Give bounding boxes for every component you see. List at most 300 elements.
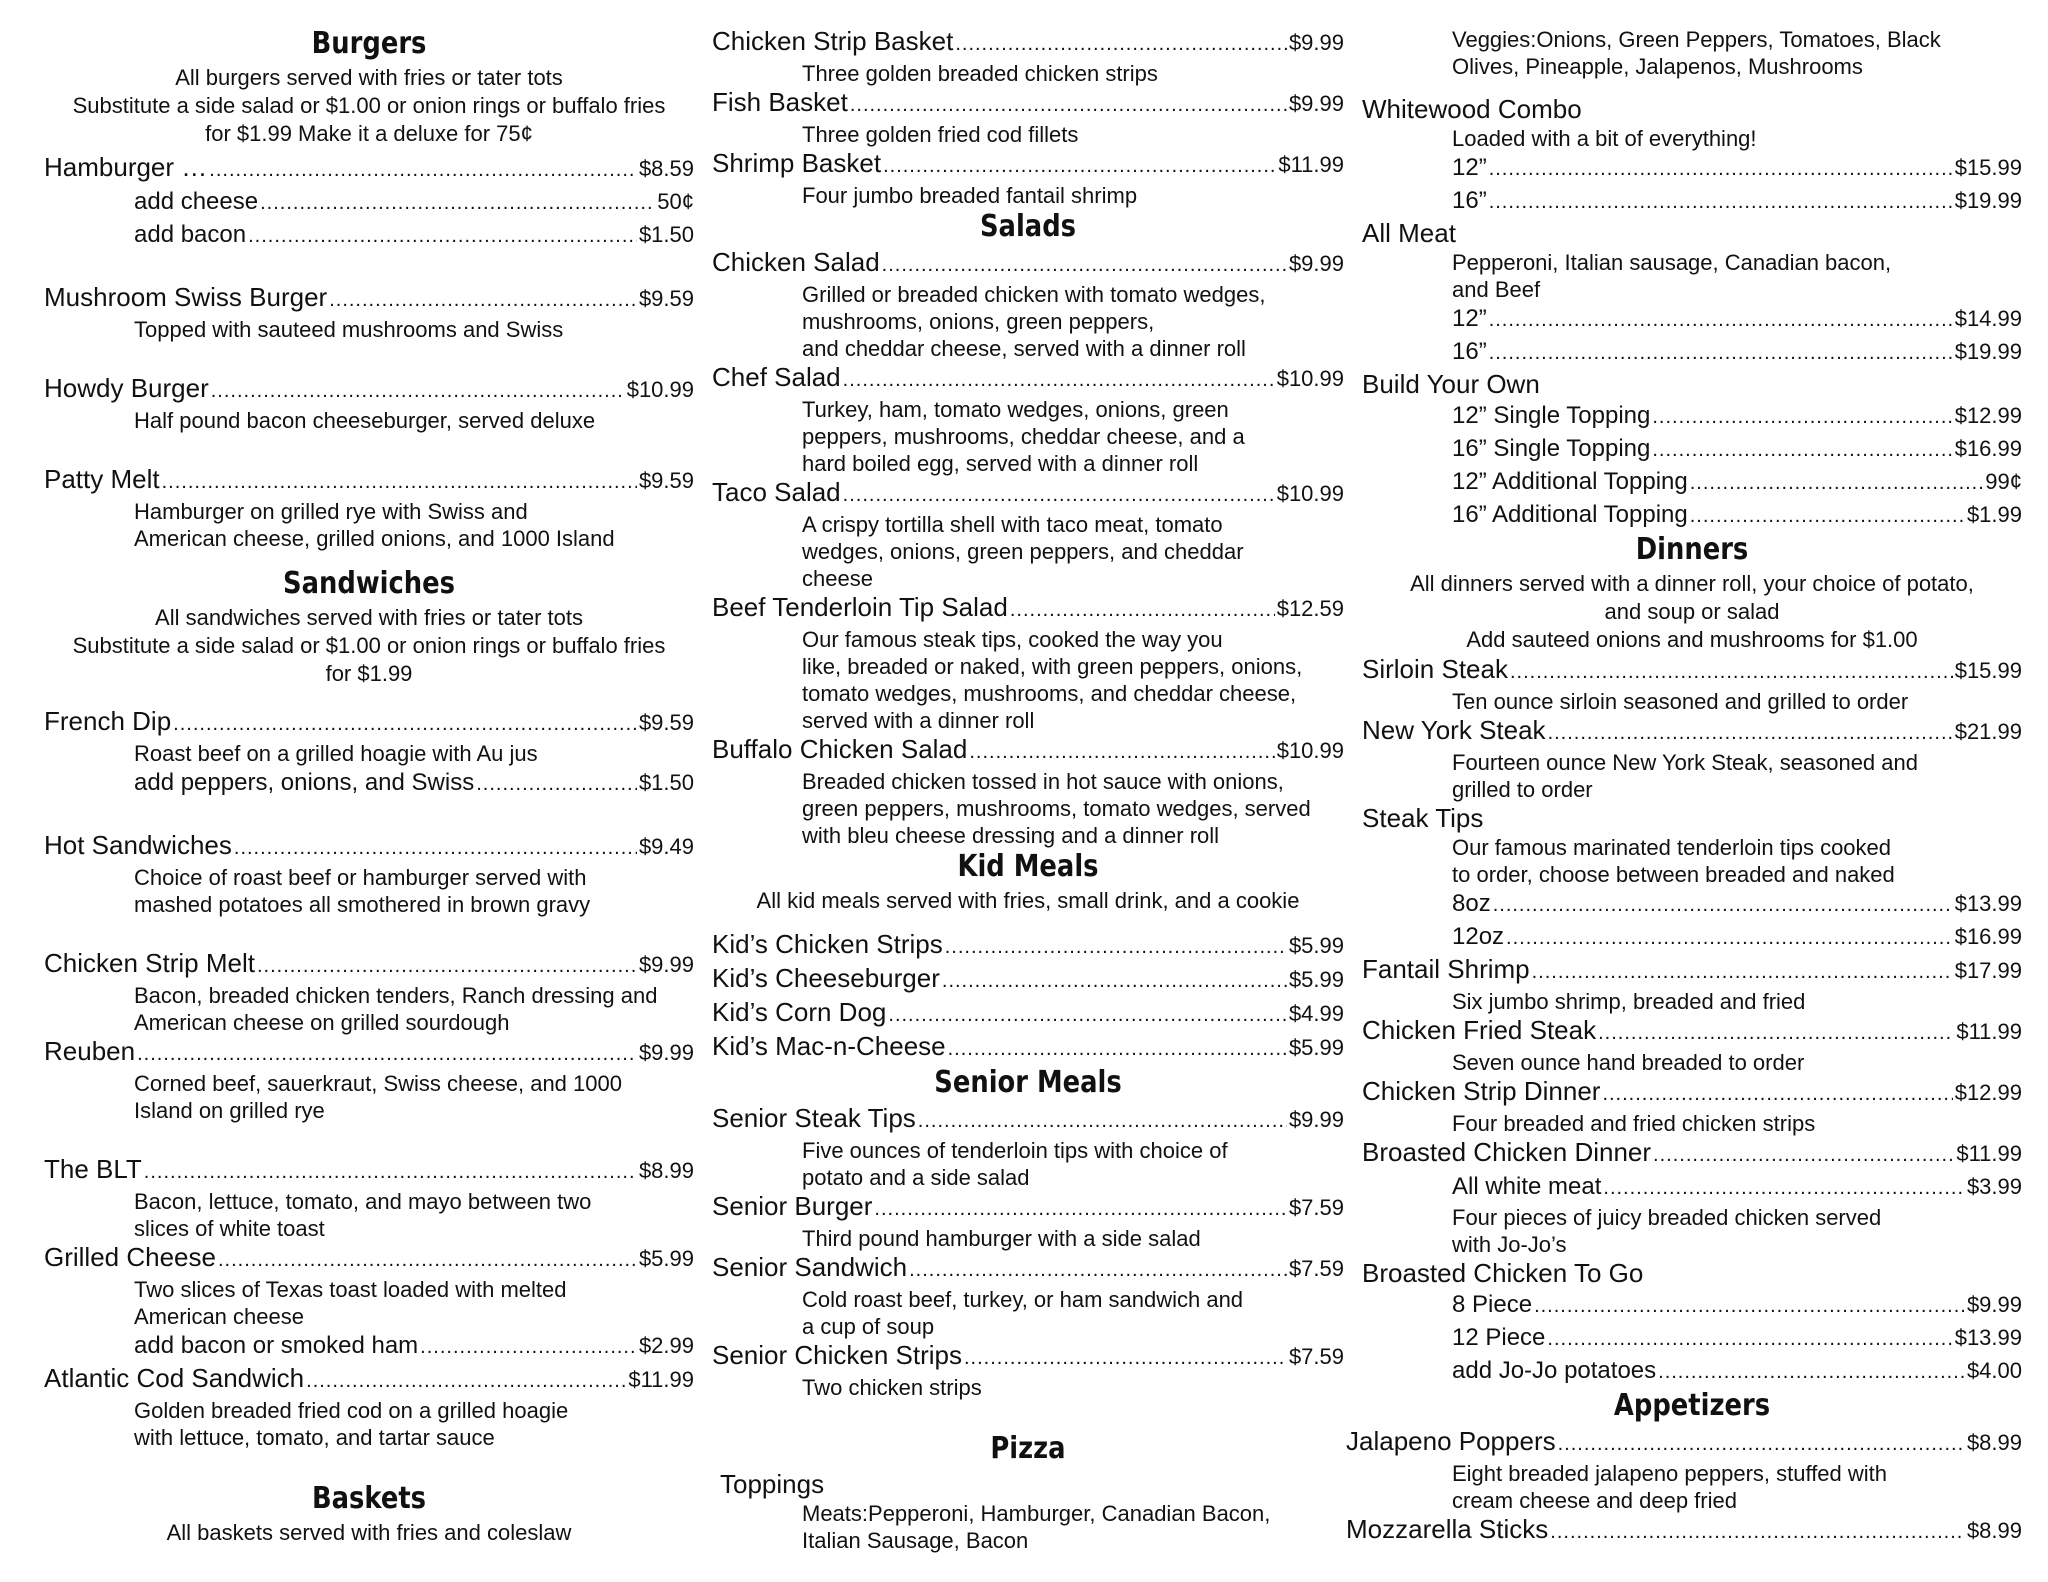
burgers-notes: [44, 64, 694, 148]
option-name: add Jo-Jo potatoes: [1452, 1357, 1657, 1384]
dinners-note: and soup or salad: [1604, 599, 1780, 624]
dot-leader: [162, 464, 637, 498]
dot-leader: [843, 362, 1275, 396]
item-name: Jalapeno Poppers: [1346, 1426, 1556, 1456]
menu-item-jalapeno-poppers: [1346, 1426, 2022, 1460]
menu-item-chicken-strip-melt: [44, 948, 694, 982]
item-price: $7.59: [1288, 1256, 1344, 1281]
dot-leader: [476, 767, 637, 800]
menu-item-mushroom-swiss: [44, 282, 694, 316]
dot-leader: [248, 219, 637, 252]
item-description: Roast beef on a grilled hoagie with Au jus: [134, 741, 538, 766]
menu-item-blt: [44, 1154, 694, 1188]
menu-item-mozzarella-sticks: [1346, 1514, 2022, 1548]
item-price: $10.99: [1276, 738, 1344, 763]
item-description: hard boiled egg, served with a dinner roll: [802, 451, 1199, 476]
pizza-veggies: Veggies:Onions, Green Peppers, Tomatoes, Black: [1452, 27, 1941, 52]
item-name: Reuben: [44, 1036, 136, 1066]
item-name: Beef Tenderloin Tip Salad: [712, 592, 1008, 622]
item-description: Four pieces of juicy breaded chicken served: [1452, 1205, 1882, 1230]
addon-price: $1.50: [638, 770, 694, 795]
item-price: $9.59: [638, 286, 694, 311]
item-price: $9.49: [638, 834, 694, 859]
addon-price: $2.99: [638, 1333, 694, 1358]
menu-item-broasted-to-go: Broasted Chicken To Go: [1362, 1258, 1644, 1288]
pizza-whitewood-combo: Whitewood Combo: [1362, 94, 1582, 124]
item-price: $10.99: [1276, 481, 1344, 506]
dot-leader: [955, 26, 1287, 60]
item-description: Half pound bacon cheeseburger, served deluxe: [134, 408, 596, 433]
menu-item-senior-burger: [712, 1191, 1344, 1225]
section-title-senior-meals: Senior Meals: [934, 1065, 1122, 1100]
menu-item-hot-sandwiches: [44, 830, 694, 864]
menu-item-chef-salad: [712, 362, 1344, 396]
dot-leader: [850, 87, 1287, 121]
dot-leader: [1489, 303, 1953, 336]
item-description: Pepperoni, Italian sausage, Canadian bacon,: [1452, 250, 1892, 275]
dot-leader: [209, 152, 637, 186]
menu-item-kids-corn-dog: [712, 997, 1344, 1031]
item-price: $11.99: [1956, 1141, 2022, 1166]
item-description: potato and a side salad: [802, 1165, 1030, 1190]
item-description: Ten ounce sirloin seasoned and grilled to order: [1452, 689, 1909, 714]
item-description: American cheese: [134, 1304, 304, 1329]
steak-tips-size: [1362, 921, 2022, 954]
dot-leader: [942, 963, 1287, 997]
menu-item-howdy-burger: [44, 373, 694, 407]
dinners-note: Add sauteed onions and mushrooms for $1.00: [1466, 627, 1918, 652]
item-name: Sirloin Steak: [1362, 654, 1508, 684]
section-title-pizza: Pizza: [990, 1431, 1066, 1466]
option-name: 8 Piece: [1452, 1291, 1533, 1318]
item-description: Bacon, lettuce, tomato, and mayo between two: [134, 1189, 592, 1214]
burgers-note: All burgers served with fries or tater tots: [175, 65, 563, 90]
dot-leader: [1510, 654, 1953, 688]
item-price: $5.99: [1288, 1035, 1344, 1060]
item-description: Turkey, ham, tomato wedges, onions, green: [802, 397, 1229, 422]
dot-leader: [1489, 336, 1953, 369]
item-price: $9.99: [638, 1040, 694, 1065]
dot-leader: [948, 1031, 1287, 1065]
item-price: $9.99: [638, 952, 694, 977]
dot-leader: [882, 247, 1287, 281]
option-name: 12” Additional Topping: [1452, 468, 1688, 495]
item-description: Corned beef, sauerkraut, Swiss cheese, and 1000: [134, 1071, 622, 1096]
item-description: green peppers, mushrooms, tomato wedges, served: [802, 796, 1311, 821]
item-name: Atlantic Cod Sandwich: [44, 1363, 305, 1393]
item-name: Mushroom Swiss Burger: [44, 282, 328, 312]
item-name: Shrimp Basket: [712, 148, 882, 178]
kids-note: All kid meals served with fries, small drink, and a cookie: [756, 888, 1300, 913]
pizza-topping-option: [1362, 466, 2022, 499]
section-title-dinners: Dinners: [1635, 532, 1749, 567]
item-name: Senior Burger: [712, 1191, 873, 1221]
item-price: $17.99: [1954, 958, 2022, 983]
item-name: Buffalo Chicken Salad: [712, 734, 968, 764]
option-price: $4.00: [1966, 1358, 2022, 1383]
item-description: Grilled or breaded chicken with tomato wedges,: [802, 282, 1266, 307]
item-price: $8.99: [1966, 1430, 2022, 1455]
item-description: and Beef: [1452, 277, 1541, 302]
item-price: $8.59: [638, 156, 694, 181]
section-title-baskets: Baskets: [311, 1481, 427, 1516]
steak-tips-size: [1362, 888, 2022, 921]
dot-leader: [1652, 400, 1952, 433]
item-description: with bleu cheese dressing and a dinner roll: [802, 823, 1220, 848]
size-price: $19.99: [1954, 188, 2022, 213]
item-description: peppers, mushrooms, cheddar cheese, and a: [802, 424, 1245, 449]
item-name: Chicken Strip Dinner: [1362, 1076, 1601, 1106]
size-price: $15.99: [1954, 155, 2022, 180]
item-name: Broasted Chicken Dinner: [1362, 1137, 1652, 1167]
pizza-topping-option: [1362, 499, 2022, 532]
item-description: mushrooms, onions, green peppers,: [802, 309, 1155, 334]
dot-leader: [329, 282, 637, 316]
sandwiches-note: Substitute a side salad or $1.00 or onion rings or buffalo fries: [72, 633, 666, 658]
item-price: $15.99: [1954, 658, 2022, 683]
size-price: $13.99: [1954, 891, 2022, 916]
dot-leader: [1598, 1015, 1954, 1049]
item-price: $12.59: [1276, 596, 1344, 621]
item-description: Five ounces of tenderloin tips with choice of: [802, 1138, 1228, 1163]
menu-item-taco-salad: [712, 477, 1344, 511]
pizza-toppings-label: Toppings: [720, 1469, 825, 1499]
sandwiches-notes: [44, 604, 694, 688]
item-description: Loaded with a bit of everything!: [1452, 126, 1757, 151]
dot-leader: [883, 148, 1276, 182]
pizza-size-12: [1362, 303, 2022, 336]
item-description: mashed potatoes all smothered in brown gravy: [134, 892, 591, 917]
item-name: French Dip: [44, 706, 172, 736]
dot-leader: [1547, 1322, 1952, 1355]
addon-name: All white meat: [1452, 1173, 1602, 1200]
addon-white-meat: [1362, 1171, 2022, 1204]
dot-leader: [1652, 433, 1952, 466]
menu-item-new-york: [1362, 715, 2022, 749]
item-description: grilled to order: [1452, 777, 1593, 802]
menu-item-sirloin: [1362, 654, 2022, 688]
item-description: Breaded chicken tossed in hot sauce with onions,: [802, 769, 1284, 794]
item-description: slices of white toast: [134, 1216, 325, 1241]
dot-leader: [1534, 1289, 1965, 1322]
item-description: Topped with sauteed mushrooms and Swiss: [134, 317, 564, 342]
menu-item-atlantic-cod: [44, 1363, 694, 1397]
sandwiches-note: for $1.99: [325, 661, 413, 686]
section-title-kid-meals: Kid Meals: [957, 849, 1099, 884]
item-description: A crispy tortilla shell with taco meat, tomato: [802, 512, 1223, 537]
item-price: $9.99: [1288, 91, 1344, 116]
item-name: Chicken Strip Melt: [44, 948, 255, 978]
option-price: $1.99: [1966, 502, 2022, 527]
size-name: 16”: [1452, 187, 1487, 214]
pizza-topping-option: [1362, 400, 2022, 433]
section-title-appetizers: Appetizers: [1613, 1388, 1771, 1423]
menu-column-left: [44, 26, 694, 1547]
addon-name: add peppers, onions, and Swiss: [134, 769, 475, 796]
item-name: Hot Sandwiches: [44, 830, 232, 860]
dot-leader: [1658, 1355, 1965, 1388]
item-description: tomato wedges, mushrooms, and cheddar cheese,: [802, 681, 1297, 706]
burgers-note: Substitute a side salad or $1.00 or onion rings or buffalo fries: [72, 93, 666, 118]
item-name: Taco Salad: [712, 477, 841, 507]
pizza-build-your-own: Build Your Own: [1362, 369, 1540, 399]
item-price: $5.99: [1288, 967, 1344, 992]
size-name: 12oz: [1452, 923, 1505, 950]
item-description: Our famous steak tips, cooked the way you: [802, 627, 1223, 652]
item-name: Fantail Shrimp: [1362, 954, 1530, 984]
item-price: $8.99: [1966, 1518, 2022, 1543]
item-name: Senior Steak Tips: [712, 1103, 916, 1133]
item-price: $12.99: [1954, 1080, 2022, 1105]
addon-price: $1.50: [638, 222, 694, 247]
item-description: Four jumbo breaded fantail shrimp: [802, 183, 1138, 208]
item-price: $9.59: [638, 710, 694, 735]
item-description: Choice of roast beef or hamburger served with: [134, 865, 587, 890]
item-description: Seven ounce hand breaded to order: [1452, 1050, 1805, 1075]
dot-leader: [257, 948, 637, 982]
item-description: served with a dinner roll: [802, 708, 1035, 733]
option-name: 16” Additional Topping: [1452, 501, 1688, 528]
size-name: 12”: [1452, 305, 1487, 332]
item-description: Bacon, breaded chicken tenders, Ranch dressing and: [134, 983, 658, 1008]
item-price: $21.99: [1954, 719, 2022, 744]
menu-item-kids-strips: [712, 929, 1344, 963]
menu-item-senior-sandwich: [712, 1252, 1344, 1286]
dot-leader: [1603, 1171, 1965, 1204]
burgers-note: for $1.99 Make it a deluxe for 75¢: [205, 121, 533, 146]
item-description: Hamburger on grilled rye with Swiss and: [134, 499, 528, 524]
item-price: $7.59: [1288, 1344, 1344, 1369]
to-go-option: [1362, 1322, 2022, 1355]
dot-leader: [1558, 1426, 1965, 1460]
item-description: and cheddar cheese, served with a dinner roll: [802, 336, 1246, 361]
menu-item-reuben: [44, 1036, 694, 1070]
dot-leader: [306, 1363, 626, 1397]
pizza-size-12: [1362, 152, 2022, 185]
pizza-meats: Meats:Pepperoni, Hamburger, Canadian Bacon,: [802, 1501, 1271, 1526]
pizza-size-16: [1362, 185, 2022, 218]
item-description: Cold roast beef, turkey, or ham sandwich and: [802, 1287, 1244, 1312]
dot-leader: [173, 706, 637, 740]
item-name: Hamburger …: [44, 152, 208, 182]
item-name: New York Steak: [1362, 715, 1546, 745]
item-price: $11.99: [1956, 1019, 2022, 1044]
dot-leader: [420, 1330, 637, 1363]
dot-leader: [1548, 715, 1953, 749]
item-description: Three golden fried cod fillets: [802, 122, 1079, 147]
item-name: Senior Sandwich: [712, 1252, 908, 1282]
item-description: Third pound hamburger with a side salad: [802, 1226, 1201, 1251]
sandwiches-note: All sandwiches served with fries or tater tots: [155, 605, 583, 630]
menu-item-shrimp-basket: [712, 148, 1344, 182]
pizza-all-meat: All Meat: [1362, 218, 1456, 248]
item-name: Kid’s Corn Dog: [712, 997, 887, 1027]
option-price: $9.99: [1966, 1292, 2022, 1317]
menu-item-grilled-cheese: [44, 1242, 694, 1276]
dot-leader: [945, 929, 1287, 963]
menu-item-chicken-salad: [712, 247, 1344, 281]
item-description: to order, choose between breaded and naked: [1452, 862, 1895, 887]
item-description: Our famous marinated tenderloin tips cooked: [1452, 835, 1892, 860]
item-price: $7.59: [1288, 1195, 1344, 1220]
item-description: Two slices of Texas toast loaded with melted: [134, 1277, 567, 1302]
to-go-option: [1362, 1355, 2022, 1388]
dot-leader: [1506, 921, 1953, 954]
item-price: $8.99: [638, 1158, 694, 1183]
item-description: Six jumbo shrimp, breaded and fried: [1452, 989, 1806, 1014]
menu-column-right: [1346, 26, 2022, 1548]
dot-leader: [260, 186, 655, 219]
section-title-burgers: Burgers: [311, 26, 427, 61]
menu-item-chicken-strip-dinner: [1362, 1076, 2022, 1110]
item-name: The BLT: [44, 1154, 142, 1184]
menu-item-senior-chicken-strips: [712, 1340, 1344, 1374]
addon-peppers: [44, 767, 694, 800]
menu-item-kids-mac: [712, 1031, 1344, 1065]
dot-leader: [1493, 888, 1953, 921]
pizza-topping-option: [1362, 433, 2022, 466]
dot-leader: [909, 1252, 1287, 1286]
menu-column-middle: [712, 26, 1344, 1554]
dot-leader: [1690, 499, 1965, 532]
item-price: $5.99: [638, 1246, 694, 1271]
item-price: $9.59: [638, 468, 694, 493]
addon-name: add bacon or smoked ham: [134, 1332, 419, 1359]
item-description: with lettuce, tomato, and tartar sauce: [134, 1425, 495, 1450]
dot-leader: [1690, 466, 1984, 499]
dot-leader: [1602, 1076, 1952, 1110]
option-price: 99¢: [1985, 469, 2022, 494]
size-price: $19.99: [1954, 339, 2022, 364]
option-name: 12” Single Topping: [1452, 402, 1651, 429]
item-price: $9.99: [1288, 251, 1344, 276]
item-description: Golden breaded fried cod on a grilled hoagie: [134, 1398, 569, 1423]
menu-item-buffalo-salad: [712, 734, 1344, 768]
menu-item-fantail-shrimp: [1362, 954, 2022, 988]
item-name: Chicken Strip Basket: [712, 26, 954, 56]
dot-leader: [964, 1340, 1287, 1374]
menu-item-steak-tips: Steak Tips: [1362, 803, 1484, 833]
item-description: Eight breaded jalapeno peppers, stuffed with: [1452, 1461, 1888, 1486]
menu-item-fish-basket: [712, 87, 1344, 121]
menu-item-chicken-strip-basket: [712, 26, 1344, 60]
dot-leader: [144, 1154, 637, 1188]
menu-item-chicken-fried-steak: [1362, 1015, 2022, 1049]
dot-leader: [211, 373, 625, 407]
addon-price: $3.99: [1966, 1174, 2022, 1199]
dot-leader: [843, 477, 1275, 511]
item-name: Kid’s Chicken Strips: [712, 929, 943, 959]
item-description: wedges, onions, green peppers, and cheddar: [802, 539, 1244, 564]
item-description: American cheese, grilled onions, and 1000 Island: [134, 526, 615, 551]
item-price: $10.99: [1276, 366, 1344, 391]
item-description: American cheese on grilled sourdough: [134, 1010, 510, 1035]
size-name: 8oz: [1452, 890, 1491, 917]
item-name: Patty Melt: [44, 464, 160, 494]
item-name: Mozzarella Sticks: [1346, 1514, 1549, 1544]
dot-leader: [888, 997, 1287, 1031]
size-price: $16.99: [1954, 924, 2022, 949]
item-price: $9.99: [1288, 30, 1344, 55]
dot-leader: [137, 1036, 637, 1070]
item-description: Island on grilled rye: [134, 1098, 325, 1123]
addon-bacon: [44, 219, 694, 252]
dot-leader: [1532, 954, 1953, 988]
item-name: Grilled Cheese: [44, 1242, 216, 1272]
pizza-size-16: [1362, 336, 2022, 369]
item-description: like, breaded or naked, with green peppers, onions,: [802, 654, 1303, 679]
dot-leader: [218, 1242, 637, 1276]
item-name: Chef Salad: [712, 362, 841, 392]
item-name: Kid’s Cheeseburger: [712, 963, 940, 993]
item-description: Three golden breaded chicken strips: [802, 61, 1158, 86]
item-name: Howdy Burger: [44, 373, 209, 403]
item-description: Two chicken strips: [802, 1375, 982, 1400]
menu-item-beef-tenderloin-salad: [712, 592, 1344, 626]
dinners-note: All dinners served with a dinner roll, your choice of potato,: [1410, 571, 1974, 596]
item-price: $11.99: [628, 1367, 694, 1392]
size-name: 12”: [1452, 154, 1487, 181]
dot-leader: [1010, 592, 1275, 626]
item-name: Fish Basket: [712, 87, 848, 117]
option-price: $13.99: [1954, 1325, 2022, 1350]
item-description: a cup of soup: [802, 1314, 935, 1339]
dot-leader: [969, 734, 1274, 768]
item-price: $5.99: [1288, 933, 1344, 958]
menu-item-senior-steak-tips: [712, 1103, 1344, 1137]
section-title-sandwiches: Sandwiches: [282, 566, 456, 601]
item-description: Four breaded and fried chicken strips: [1452, 1111, 1816, 1136]
dot-leader: [1489, 152, 1953, 185]
item-description: cheese: [802, 566, 873, 591]
item-description: Fourteen ounce New York Steak, seasoned and: [1452, 750, 1918, 775]
pizza-veggies: Olives, Pineapple, Jalapenos, Mushrooms: [1452, 54, 1863, 79]
menu-item-french-dip: [44, 706, 694, 740]
item-price: $4.99: [1288, 1001, 1344, 1026]
item-description: with Jo-Jo’s: [1452, 1232, 1567, 1257]
menu-item-broasted-dinner: [1362, 1137, 2022, 1171]
size-price: $14.99: [1954, 306, 2022, 331]
option-name: 12 Piece: [1452, 1324, 1546, 1351]
dot-leader: [234, 830, 637, 864]
item-name: Chicken Fried Steak: [1362, 1015, 1597, 1045]
section-title-salads: Salads: [979, 209, 1077, 244]
option-name: 16” Single Topping: [1452, 435, 1651, 462]
menu-item-patty-melt: [44, 464, 694, 498]
dot-leader: [1550, 1514, 1965, 1548]
addon-name: add bacon: [134, 221, 247, 248]
item-name: Chicken Salad: [712, 247, 880, 277]
option-price: $16.99: [1954, 436, 2022, 461]
addon-name: add cheese: [134, 188, 259, 215]
menu-item-kids-cheeseburger: [712, 963, 1344, 997]
option-price: $12.99: [1954, 403, 2022, 428]
addon-ham: [44, 1330, 694, 1363]
to-go-option: [1362, 1289, 2022, 1322]
baskets-note: All baskets served with fries and coleslaw: [166, 1520, 572, 1545]
item-name: Kid’s Mac-n-Cheese: [712, 1031, 946, 1061]
item-price: $11.99: [1278, 152, 1344, 177]
pizza-meats: Italian Sausage, Bacon: [802, 1528, 1029, 1553]
item-price: $9.99: [1288, 1107, 1344, 1132]
dot-leader: [1489, 185, 1953, 218]
item-price: $10.99: [626, 377, 694, 402]
dot-leader: [1653, 1137, 1954, 1171]
item-name: Senior Chicken Strips: [712, 1340, 962, 1370]
dot-leader: [918, 1103, 1287, 1137]
size-name: 16”: [1452, 338, 1487, 365]
addon-cheese: [44, 186, 694, 219]
